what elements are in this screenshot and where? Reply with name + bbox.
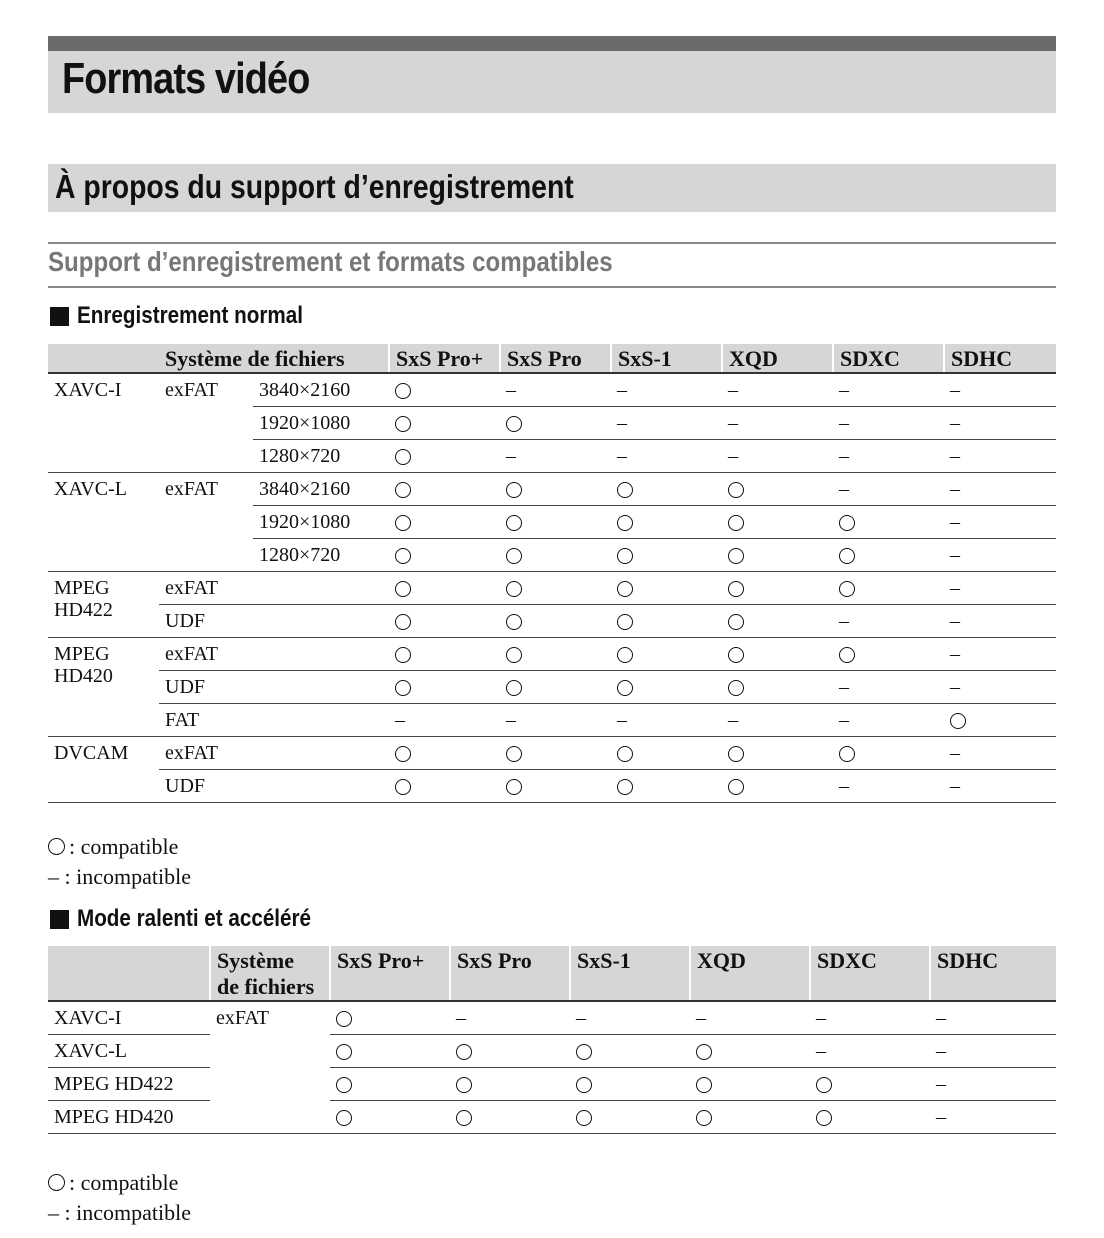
circle-icon bbox=[48, 1174, 65, 1191]
compat-cell bbox=[833, 473, 944, 506]
header-media: SDHC bbox=[944, 344, 1056, 373]
compat-cell bbox=[833, 539, 944, 572]
circle-icon bbox=[617, 779, 633, 795]
compat-cell bbox=[330, 1001, 450, 1035]
dash-mark: – bbox=[839, 709, 849, 731]
format-cell: XAVC-L bbox=[48, 473, 159, 572]
dash-mark: – bbox=[839, 676, 849, 698]
compat-cell bbox=[833, 770, 944, 803]
section-title: À propos du support d’enregistrement bbox=[55, 168, 574, 205]
dash-mark: – bbox=[576, 1007, 586, 1029]
circle-icon bbox=[728, 680, 744, 696]
dash-mark: – bbox=[950, 775, 960, 797]
resolution-cell: 1920×1080 bbox=[253, 407, 389, 440]
dash-mark: – bbox=[950, 412, 960, 434]
compat-cell bbox=[810, 1001, 930, 1035]
compat-cell bbox=[833, 572, 944, 605]
compat-cell bbox=[930, 1068, 1056, 1101]
header-blank bbox=[48, 344, 159, 373]
table-row bbox=[48, 770, 1056, 803]
dash-mark: – bbox=[617, 379, 627, 401]
compat-cell bbox=[944, 638, 1056, 671]
compat-cell bbox=[690, 1035, 810, 1068]
circle-icon bbox=[617, 515, 633, 531]
circle-icon bbox=[617, 482, 633, 498]
page-title: Formats vidéo bbox=[62, 54, 310, 103]
file-system-cell: UDF bbox=[159, 605, 389, 638]
circle-icon bbox=[506, 614, 522, 630]
table-header-row bbox=[48, 946, 1056, 1001]
circle-icon bbox=[839, 515, 855, 531]
circle-icon bbox=[696, 1110, 712, 1126]
dash-mark: – bbox=[839, 775, 849, 797]
compat-cell bbox=[450, 1101, 570, 1134]
slowfast-table bbox=[48, 946, 1056, 1134]
header-media: SxS Pro bbox=[500, 344, 611, 373]
table-row bbox=[48, 1001, 1056, 1035]
compat-cell bbox=[930, 1101, 1056, 1134]
compat-cell bbox=[611, 737, 722, 770]
table-row bbox=[48, 373, 1056, 407]
dash-mark: – bbox=[728, 445, 738, 467]
circle-icon bbox=[728, 482, 744, 498]
circle-icon bbox=[950, 713, 966, 729]
circle-icon bbox=[839, 581, 855, 597]
dash-mark: – bbox=[950, 445, 960, 467]
dash-mark: – bbox=[816, 1007, 826, 1029]
dash-mark: – bbox=[936, 1007, 946, 1029]
dash-mark: – bbox=[839, 379, 849, 401]
compat-cell bbox=[722, 572, 833, 605]
normal-recording-table bbox=[48, 344, 1056, 803]
table-row bbox=[48, 1068, 1056, 1101]
circle-icon bbox=[336, 1011, 352, 1027]
title-rule bbox=[48, 36, 1056, 51]
circle-icon bbox=[336, 1044, 352, 1060]
slowfast-heading: Mode ralenti et accéléré bbox=[50, 905, 349, 933]
compat-cell bbox=[810, 1101, 930, 1134]
circle-icon bbox=[456, 1110, 472, 1126]
file-system-cell: UDF bbox=[159, 770, 389, 803]
legend-compatible: : compatible bbox=[48, 1168, 191, 1198]
circle-icon bbox=[576, 1077, 592, 1093]
circle-icon bbox=[506, 647, 522, 663]
dash-mark: – bbox=[950, 742, 960, 764]
compat-cell bbox=[810, 1068, 930, 1101]
compat-cell bbox=[500, 770, 611, 803]
section-header bbox=[48, 164, 1056, 212]
compat-cell bbox=[611, 638, 722, 671]
dash-mark: – bbox=[950, 511, 960, 533]
compat-cell bbox=[722, 373, 833, 407]
compat-cell bbox=[722, 671, 833, 704]
compat-cell bbox=[570, 1035, 690, 1068]
dash-mark: – bbox=[839, 610, 849, 632]
compat-cell bbox=[833, 737, 944, 770]
compat-cell bbox=[389, 506, 500, 539]
dash-mark: – bbox=[728, 379, 738, 401]
format-cell: MPEG HD420 bbox=[48, 638, 159, 737]
dash-mark: – bbox=[950, 643, 960, 665]
compat-cell bbox=[500, 539, 611, 572]
table-row bbox=[48, 737, 1056, 770]
compat-cell bbox=[944, 539, 1056, 572]
file-system-cell: exFAT bbox=[210, 1001, 330, 1134]
dash-mark: – bbox=[950, 379, 960, 401]
table-row bbox=[48, 704, 1056, 737]
circle-icon bbox=[395, 416, 411, 432]
compat-cell bbox=[611, 539, 722, 572]
compat-cell bbox=[389, 572, 500, 605]
dash-mark: – bbox=[936, 1040, 946, 1062]
dash-mark: – bbox=[506, 379, 516, 401]
table-row bbox=[48, 638, 1056, 671]
circle-icon bbox=[839, 647, 855, 663]
circle-icon bbox=[336, 1077, 352, 1093]
circle-icon bbox=[395, 779, 411, 795]
compat-cell bbox=[389, 671, 500, 704]
compat-cell bbox=[500, 473, 611, 506]
circle-icon bbox=[506, 680, 522, 696]
legend-compatible: : compatible bbox=[48, 832, 191, 862]
circle-icon bbox=[839, 548, 855, 564]
dash-mark: – bbox=[839, 478, 849, 500]
format-cell: MPEG HD422 bbox=[48, 1068, 210, 1101]
compat-cell bbox=[722, 440, 833, 473]
compat-cell bbox=[500, 440, 611, 473]
compat-cell bbox=[389, 539, 500, 572]
circle-icon bbox=[456, 1077, 472, 1093]
circle-icon bbox=[728, 548, 744, 564]
dash-mark: – bbox=[728, 709, 738, 731]
dash-mark: – bbox=[839, 412, 849, 434]
compat-cell bbox=[944, 605, 1056, 638]
compat-cell bbox=[944, 572, 1056, 605]
compat-cell bbox=[833, 373, 944, 407]
compat-cell bbox=[833, 440, 944, 473]
circle-icon bbox=[617, 581, 633, 597]
legend-incompatible: – : incompatible bbox=[48, 1200, 191, 1225]
table-row bbox=[48, 473, 1056, 506]
circle-icon bbox=[728, 614, 744, 630]
header-media: SxS-1 bbox=[570, 946, 690, 1001]
file-system-cell: exFAT bbox=[159, 638, 389, 671]
circle-icon bbox=[506, 416, 522, 432]
compat-cell bbox=[330, 1068, 450, 1101]
dash-mark: – bbox=[950, 577, 960, 599]
compat-cell bbox=[570, 1068, 690, 1101]
resolution-cell: 1920×1080 bbox=[253, 506, 389, 539]
compat-cell bbox=[611, 473, 722, 506]
compat-cell bbox=[722, 737, 833, 770]
table-row bbox=[48, 671, 1056, 704]
dash-mark: – bbox=[950, 478, 960, 500]
file-system-cell: exFAT bbox=[159, 473, 253, 572]
dash-mark: – bbox=[816, 1040, 826, 1062]
dash-mark: – bbox=[506, 709, 516, 731]
dash-mark: – bbox=[456, 1007, 466, 1029]
dash-mark: – bbox=[950, 676, 960, 698]
compat-cell bbox=[611, 704, 722, 737]
compat-cell bbox=[450, 1035, 570, 1068]
compat-cell bbox=[722, 638, 833, 671]
circle-icon bbox=[395, 614, 411, 630]
dash-mark: – bbox=[617, 412, 627, 434]
format-cell: XAVC-L bbox=[48, 1035, 210, 1068]
circle-icon bbox=[728, 779, 744, 795]
legend-incompatible: – : incompatible bbox=[48, 864, 191, 889]
compat-cell bbox=[500, 572, 611, 605]
table-row bbox=[48, 572, 1056, 605]
dash-mark: – bbox=[696, 1007, 706, 1029]
circle-icon bbox=[728, 581, 744, 597]
compat-cell bbox=[944, 407, 1056, 440]
compat-cell bbox=[810, 1035, 930, 1068]
compat-cell bbox=[389, 373, 500, 407]
compat-cell bbox=[500, 373, 611, 407]
format-cell: XAVC-I bbox=[48, 1001, 210, 1035]
subsection-header bbox=[48, 242, 1056, 288]
header-media: SDXC bbox=[833, 344, 944, 373]
header-media: SDHC bbox=[930, 946, 1056, 1001]
circle-icon bbox=[456, 1044, 472, 1060]
circle-icon bbox=[395, 581, 411, 597]
header-media: XQD bbox=[722, 344, 833, 373]
table-row bbox=[48, 1101, 1056, 1134]
compat-cell bbox=[389, 605, 500, 638]
dash-mark: – bbox=[950, 610, 960, 632]
square-bullet-icon bbox=[50, 910, 69, 929]
compat-cell bbox=[500, 605, 611, 638]
compat-cell bbox=[722, 506, 833, 539]
compat-cell bbox=[833, 407, 944, 440]
header-file-system: Système de fichiers bbox=[159, 344, 389, 373]
compat-cell bbox=[611, 572, 722, 605]
file-system-cell: FAT bbox=[159, 704, 389, 737]
compat-cell bbox=[570, 1001, 690, 1035]
table-row bbox=[48, 1035, 1056, 1068]
dash-mark: – bbox=[936, 1073, 946, 1095]
compat-cell bbox=[389, 638, 500, 671]
compat-cell bbox=[611, 506, 722, 539]
compat-cell bbox=[722, 473, 833, 506]
circle-icon bbox=[395, 482, 411, 498]
circle-icon bbox=[506, 515, 522, 531]
compat-cell bbox=[611, 605, 722, 638]
format-cell: DVCAM bbox=[48, 737, 159, 803]
circle-icon bbox=[696, 1077, 712, 1093]
header-media: SxS Pro+ bbox=[330, 946, 450, 1001]
compat-cell bbox=[611, 407, 722, 440]
compat-cell bbox=[930, 1035, 1056, 1068]
compat-cell bbox=[450, 1001, 570, 1035]
compat-cell bbox=[611, 440, 722, 473]
circle-icon bbox=[728, 647, 744, 663]
legend-normal bbox=[48, 832, 191, 892]
compat-cell bbox=[722, 407, 833, 440]
dash-mark: – bbox=[936, 1106, 946, 1128]
file-system-cell: exFAT bbox=[159, 572, 389, 605]
circle-icon bbox=[506, 746, 522, 762]
compat-cell bbox=[944, 506, 1056, 539]
compat-cell bbox=[690, 1101, 810, 1134]
dash-mark: – bbox=[839, 445, 849, 467]
file-system-cell: exFAT bbox=[159, 737, 389, 770]
compat-cell bbox=[500, 737, 611, 770]
compat-cell bbox=[944, 473, 1056, 506]
compat-cell bbox=[833, 704, 944, 737]
compat-cell bbox=[722, 605, 833, 638]
table-header-row bbox=[48, 344, 1056, 373]
header-blank bbox=[48, 946, 210, 1001]
compat-cell bbox=[690, 1068, 810, 1101]
compat-cell bbox=[833, 605, 944, 638]
compat-cell bbox=[611, 671, 722, 704]
circle-icon bbox=[395, 746, 411, 762]
header-file-system: Système de fichiers bbox=[210, 946, 330, 1001]
format-cell: XAVC-I bbox=[48, 373, 159, 473]
compat-cell bbox=[690, 1001, 810, 1035]
compat-cell bbox=[944, 737, 1056, 770]
compat-cell bbox=[450, 1068, 570, 1101]
compat-cell bbox=[389, 737, 500, 770]
normal-recording-heading: Enregistrement normal bbox=[50, 302, 340, 330]
compat-cell bbox=[722, 539, 833, 572]
circle-icon bbox=[728, 746, 744, 762]
format-cell: MPEG HD422 bbox=[48, 572, 159, 638]
resolution-cell: 3840×2160 bbox=[253, 473, 389, 506]
resolution-cell: 1280×720 bbox=[253, 539, 389, 572]
circle-icon bbox=[839, 746, 855, 762]
compat-cell bbox=[930, 1001, 1056, 1035]
compat-cell bbox=[500, 638, 611, 671]
dash-mark: – bbox=[950, 544, 960, 566]
header-media: SxS Pro bbox=[450, 946, 570, 1001]
circle-icon bbox=[728, 515, 744, 531]
compat-cell bbox=[722, 770, 833, 803]
dash-mark: – bbox=[728, 412, 738, 434]
circle-icon bbox=[506, 482, 522, 498]
circle-icon bbox=[506, 548, 522, 564]
dash-mark: – bbox=[395, 709, 405, 731]
dash-mark: – bbox=[617, 445, 627, 467]
circle-icon bbox=[696, 1044, 712, 1060]
compat-cell bbox=[500, 704, 611, 737]
compat-cell bbox=[944, 704, 1056, 737]
compat-cell bbox=[389, 704, 500, 737]
dash-mark: – bbox=[617, 709, 627, 731]
compat-cell bbox=[611, 770, 722, 803]
circle-icon bbox=[506, 779, 522, 795]
compat-cell bbox=[833, 671, 944, 704]
resolution-cell: 3840×2160 bbox=[253, 373, 389, 407]
square-bullet-icon bbox=[50, 307, 69, 326]
compat-cell bbox=[722, 704, 833, 737]
compat-cell bbox=[944, 440, 1056, 473]
compat-cell bbox=[500, 407, 611, 440]
compat-cell bbox=[500, 506, 611, 539]
circle-icon bbox=[576, 1044, 592, 1060]
header-media: SDXC bbox=[810, 946, 930, 1001]
compat-cell bbox=[833, 506, 944, 539]
circle-icon bbox=[617, 614, 633, 630]
circle-icon bbox=[395, 680, 411, 696]
circle-icon bbox=[395, 383, 411, 399]
circle-icon bbox=[617, 746, 633, 762]
format-cell: MPEG HD420 bbox=[48, 1101, 210, 1134]
compat-cell bbox=[389, 770, 500, 803]
compat-cell bbox=[944, 373, 1056, 407]
circle-icon bbox=[816, 1110, 832, 1126]
file-system-cell: UDF bbox=[159, 671, 389, 704]
circle-icon bbox=[395, 515, 411, 531]
file-system-cell: exFAT bbox=[159, 373, 253, 473]
circle-icon bbox=[48, 838, 65, 855]
compat-cell bbox=[389, 407, 500, 440]
compat-cell bbox=[833, 638, 944, 671]
compat-cell bbox=[330, 1035, 450, 1068]
compat-cell bbox=[611, 373, 722, 407]
header-media: XQD bbox=[690, 946, 810, 1001]
compat-cell bbox=[330, 1101, 450, 1134]
compat-cell bbox=[389, 473, 500, 506]
legend-slowfast bbox=[48, 1168, 191, 1228]
circle-icon bbox=[617, 548, 633, 564]
subsection-title: Support d’enregistrement et formats compatibles bbox=[48, 246, 613, 277]
circle-icon bbox=[506, 581, 522, 597]
compat-cell bbox=[944, 671, 1056, 704]
circle-icon bbox=[617, 647, 633, 663]
circle-icon bbox=[395, 548, 411, 564]
circle-icon bbox=[617, 680, 633, 696]
circle-icon bbox=[576, 1110, 592, 1126]
page-title-bar bbox=[48, 36, 1056, 113]
compat-cell bbox=[500, 671, 611, 704]
compat-cell bbox=[389, 440, 500, 473]
circle-icon bbox=[395, 647, 411, 663]
header-media: SxS-1 bbox=[611, 344, 722, 373]
resolution-cell: 1280×720 bbox=[253, 440, 389, 473]
compat-cell bbox=[944, 770, 1056, 803]
table-row bbox=[48, 605, 1056, 638]
circle-icon bbox=[336, 1110, 352, 1126]
compat-cell bbox=[570, 1101, 690, 1134]
dash-mark: – bbox=[506, 445, 516, 467]
circle-icon bbox=[395, 449, 411, 465]
header-media: SxS Pro+ bbox=[389, 344, 500, 373]
circle-icon bbox=[816, 1077, 832, 1093]
